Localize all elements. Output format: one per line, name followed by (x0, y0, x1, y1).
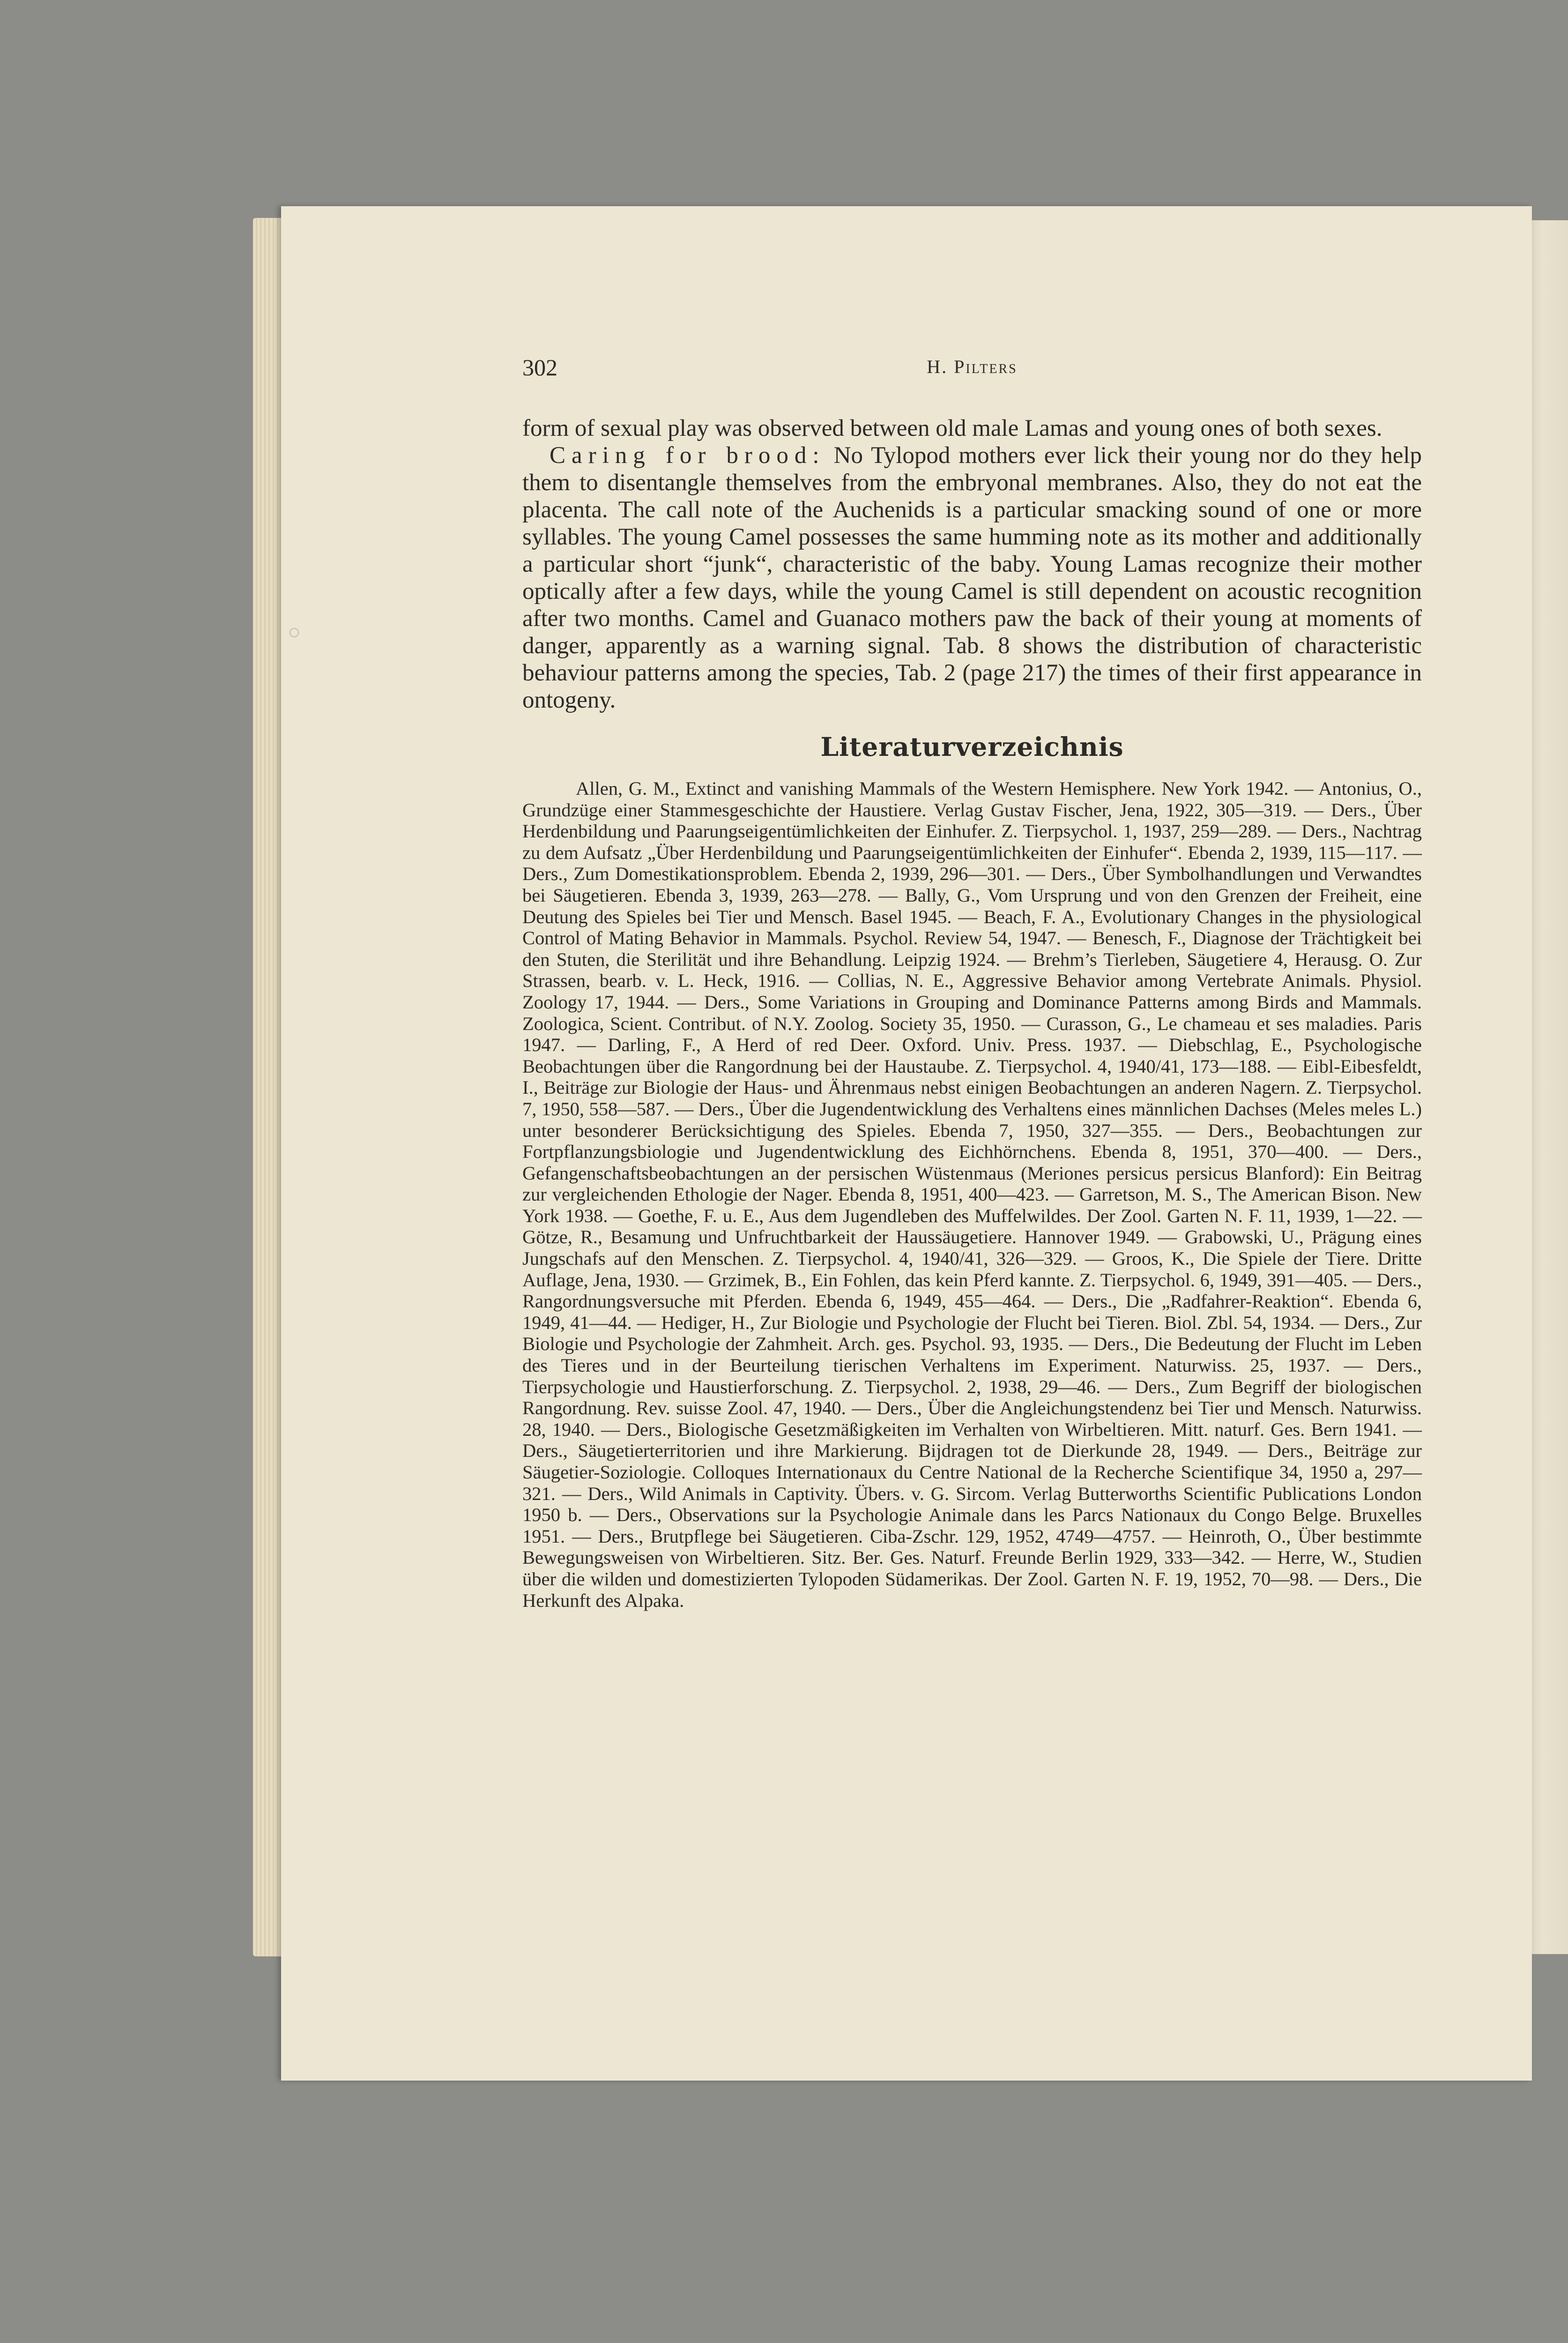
page-header (522, 354, 1422, 387)
paragraph: form of sexual play was observed between old male Lamas and young ones of both sexes. (522, 415, 1382, 441)
body-text (522, 415, 1422, 714)
reference-list: Allen, G. M., Extinct and vanishing Mammals of the Western Hemisphere. New York 1942. — Antonius, O., Grundzüge einer Stammesgeschichte der Haustiere. Verlag Gustav Fischer, Jena, 1922, 305—319. — Ders., Über Herdenbildung und Paarungseigentümlichkeiten der Einhufer. Z. Tierpsychol. 1, 1937, 259—289. — Ders., Nachtrag zu dem Aufsatz „Über Herdenbildung und Paarungseigentümlichkeiten der Einhufer“. Ebenda 2, 1939, 115—117. — Ders., Zum Domestikationsproblem. Ebenda 2, 1939, 296—301. — Ders., Über Symbolhandlungen und Verwandtes bei Säugetieren. Ebenda 3, 1939, 263—278. — Bally, G., Vom Ursprung und von den Grenzen der Freiheit, eine Deutung des Spieles bei Tier und Mensch. Basel 1945. — Beach, F. A., Evolutionary Changes in the physiological Control of Mating Behavior in Mammals. Psychol. Review 54, 1947. — Benesch, F., Diagnose der Trächtigkeit bei den Stuten, die Sterilität und ihre Behandlung. Leipzig 1924. — Brehm’s Tierleben, Säugetiere 4, Herausg. O. Zur Strassen, bearb. v. L. Heck, 1916. — Collias, N. E., Aggressive Behavior among Vertebrate Animals. Physiol. Zoology 17, 1944. — Ders., Some Variations in Grouping and Dominance Patterns among Birds and Mammals. Zoologica, Scient. Contribut. of N.Y. Zoolog. Society 35, 1950. — Curasson, G., Le chameau et ses maladies. Paris 1947. — Darling, F., A Herd of red Deer. Oxford. Univ. Press. 1937. — Diebschlag, E., Psychologische Beobachtungen über die Rangordnung bei der Haustaube. Z. Tierpsychol. 4, 1940/41, 173—188. — Eibl-Eibesfeldt, I., Beiträge zur Biologie der Haus- und Ährenmaus nebst einigen Beobachtungen an anderen Nagern. Z. Tierpsychol. 7, 1950, 558—587. — Ders., Über die Jugendentwicklung des Verhaltens eines männlichen Dachses (Meles meles L.) unter besonderer Berücksichtigung des Spieles. Ebenda 7, 1950, 327—355. — Ders., Beobachtungen zur Fortpflanzungsbiologie und Jugendentwicklung des Eichhörnchens. Ebenda 8, 1951, 370—400. — Ders., Gefangenschaftsbeobachtungen an der persischen Wüstenmaus (Meriones persicus persicus Blanford): Ein Beitrag zur vergleichenden Ethologie der Nager. Ebenda 8, 1951, 400—423. — Garretson, M. S., The American Bison. New York 1938. — Goethe, F. u. E., Aus dem Jugendleben des Muffelwildes. Der Zool. Garten N. F. 11, 1939, 1—22. — Götze, R., Besamung und Unfruchtbarkeit der Haussäugetiere. Hannover 1949. — Grabowski, U., Prägung eines Jungschafs auf den Menschen. Z. Tierpsychol. 4, 1940/41, 326—329. — Groos, K., Die Spiele der Tiere. Dritte Auflage, Jena, 1930. — Grzimek, B., Ein Fohlen, das kein Pferd kannte. Z. Tierpsychol. 6, 1949, 391—405. — Ders., Rangordnungsversuche mit Pferden. Ebenda 6, 1949, 455—464. — Ders., Die „Radfahrer-Reaktion“. Ebenda 6, 1949, 41—44. — Hediger, H., Zur Biologie und Psychologie der Flucht bei Tieren. Biol. Zbl. 54, 1934. — Ders., Zur Biologie und Psychologie der Zahmheit. Arch. ges. Psychol. 93, 1935. — Ders., Die Bedeutung der Flucht im Leben des Tieres und in der Beurteilung tierischen Verhaltens im Experiment. Naturwiss. 25, 1937. — Ders., Tierpsychologie und Haustierforschung. Z. Tierpsychol. 2, 1938, 29—46. — Ders., Zum Begriff der biologischen Rangordnung. Rev. suisse Zool. 47, 1940. — Ders., Über die Angleichungstendenz bei Tier und Mensch. Naturwiss. 28, 1940. — Ders., Biologische Gesetzmäßigkeiten im Verhalten von Wirbeltieren. Mitt. naturf. Ges. Bern 1941. — Ders., Säugetierterritorien und ihre Markierung. Bijdragen tot de Dierkunde 28, 1949. — Ders., Beiträge zur Säugetier-Soziologie. Colloques Internationaux du Centre National de la Recherche Scientifique 34, 1950 a, 297—321. — Ders., Wild Animals in Captivity. Übers. v. G. Sircom. Verlag Butterworths Scientific Publications London 1950 b. — Ders., Observations sur la Psychologie Animale dans les Parcs Nationaux du Congo Belge. Bruxelles 1951. — Ders., Brutpflege bei Säugetieren. Ciba-Zschr. 129, 1952, 4749—4757. — Heinroth, O., Über bestimmte Bewegungsweisen von Wirbeltieren. Sitz. Ber. Ges. Naturf. Freunde Berlin 1929, 333—342. — Herre, W., Studien über die wilden und domestizierten Tylopoden Südamerikas. Der Zool. Garten N. F. 19, 1952, 70—98. — Ders., Die Herkunft des Alpaka. (522, 778, 1422, 1611)
paragraph-caring (522, 442, 1422, 714)
page-content (522, 354, 1422, 1611)
run-in-heading: Caring for brood: (550, 442, 825, 469)
page-number: 302 (522, 354, 557, 381)
running-head: H. Pilters (927, 356, 1018, 377)
section-title: Literaturverzeichnis (820, 731, 1124, 762)
page-mark (290, 628, 299, 637)
paragraph-text: No Tylopod mothers ever lick their young nor do they help them to disentangle themselves from the embryonal membranes. Also, they do not eat the placenta. The call note of the Auchenids is a particular smacking sound of one or more syllables. The young Camel possesses the same humming note as its mother and additionally a particular short “junk“, characteristic of the baby. Young Lamas recognize their mother optically after a few days, while the young Camel is still dependent on acoustic recognition after two months. Camel and Guanaco mothers paw the back of their young at moments of danger, apparently as a warning signal. Tab. 8 shows the distribution of characteristic behaviour patterns among the species, Tab. 2 (page 217) the times of their first appearance in ontogeny. (522, 442, 1422, 713)
